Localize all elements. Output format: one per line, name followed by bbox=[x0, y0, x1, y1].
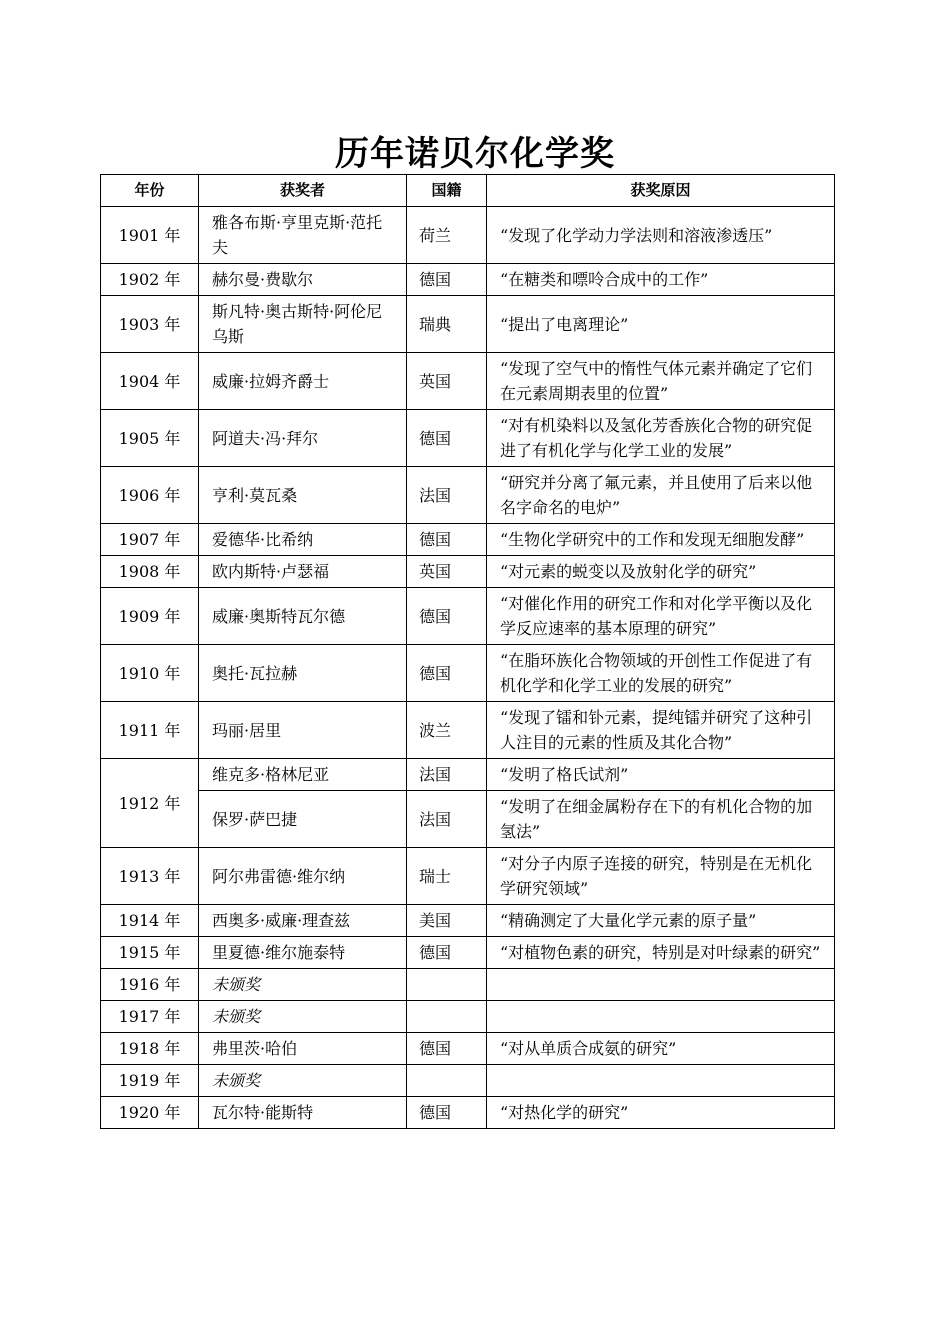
nationality-cell: 德国 bbox=[407, 410, 487, 467]
winner-cell: 未颁奖 bbox=[199, 1001, 407, 1033]
table-row bbox=[101, 353, 835, 410]
winner-cell: 欧内斯特·卢瑟福 bbox=[199, 556, 407, 588]
year-cell: 1911 年 bbox=[101, 702, 199, 759]
reason-cell bbox=[487, 1001, 835, 1033]
winner-cell: 维克多·格林尼亚 bbox=[199, 759, 407, 791]
year-cell: 1917 年 bbox=[101, 1001, 199, 1033]
nobel-chemistry-table bbox=[100, 174, 835, 1129]
year-cell: 1903 年 bbox=[101, 296, 199, 353]
winner-cell: 阿尔弗雷德·维尔纳 bbox=[199, 848, 407, 905]
year-cell: 1914 年 bbox=[101, 905, 199, 937]
header-reason: 获奖原因 bbox=[487, 175, 835, 207]
nationality-cell: 波兰 bbox=[407, 702, 487, 759]
page-title: 历年诺贝尔化学奖 bbox=[335, 134, 615, 174]
winner-cell: 玛丽·居里 bbox=[199, 702, 407, 759]
table-row bbox=[101, 264, 835, 296]
table-row bbox=[101, 969, 835, 1001]
year-cell: 1918 年 bbox=[101, 1033, 199, 1065]
reason-cell: “发现了镭和钋元素，提纯镭并研究了这种引人注目的元素的性质及其化合物” bbox=[487, 702, 835, 759]
winner-cell: 威廉·拉姆齐爵士 bbox=[199, 353, 407, 410]
reason-cell: “对有机染料以及氢化芳香族化合物的研究促进了有机化学与化学工业的发展” bbox=[487, 410, 835, 467]
reason-cell bbox=[487, 1065, 835, 1097]
nationality-cell: 德国 bbox=[407, 1097, 487, 1129]
table-body bbox=[101, 207, 835, 1129]
reason-cell: “在糖类和嘌呤合成中的工作” bbox=[487, 264, 835, 296]
table-row bbox=[101, 524, 835, 556]
table-row bbox=[101, 1033, 835, 1065]
reason-cell: “研究并分离了氟元素，并且使用了后来以他名字命名的电炉” bbox=[487, 467, 835, 524]
year-cell: 1905 年 bbox=[101, 410, 199, 467]
year-cell: 1910 年 bbox=[101, 645, 199, 702]
year-cell: 1920 年 bbox=[101, 1097, 199, 1129]
year-cell: 1913 年 bbox=[101, 848, 199, 905]
nationality-cell: 荷兰 bbox=[407, 207, 487, 264]
year-cell: 1908 年 bbox=[101, 556, 199, 588]
table-row bbox=[101, 207, 835, 264]
table-row bbox=[101, 702, 835, 759]
table-row bbox=[101, 1001, 835, 1033]
reason-cell: “发现了空气中的惰性气体元素并确定了它们在元素周期表里的位置” bbox=[487, 353, 835, 410]
winner-cell: 雅各布斯·亨里克斯·范托夫 bbox=[199, 207, 407, 264]
nationality-cell: 德国 bbox=[407, 1033, 487, 1065]
table-header-row bbox=[101, 175, 835, 207]
nationality-cell: 美国 bbox=[407, 905, 487, 937]
year-cell: 1909 年 bbox=[101, 588, 199, 645]
winner-cell: 保罗·萨巴捷 bbox=[199, 791, 407, 848]
winner-cell: 未颁奖 bbox=[199, 969, 407, 1001]
winner-cell: 瓦尔特·能斯特 bbox=[199, 1097, 407, 1129]
winner-cell: 亨利·莫瓦桑 bbox=[199, 467, 407, 524]
nationality-cell: 英国 bbox=[407, 353, 487, 410]
table-row bbox=[101, 556, 835, 588]
reason-cell bbox=[487, 969, 835, 1001]
year-cell: 1915 年 bbox=[101, 937, 199, 969]
year-cell: 1912 年 bbox=[101, 759, 199, 848]
nationality-cell: 英国 bbox=[407, 556, 487, 588]
winner-cell: 里夏德·维尔施泰特 bbox=[199, 937, 407, 969]
nationality-cell bbox=[407, 1001, 487, 1033]
header-nationality: 国籍 bbox=[407, 175, 487, 207]
winner-cell: 赫尔曼·费歇尔 bbox=[199, 264, 407, 296]
table-row bbox=[101, 791, 835, 848]
nationality-cell: 德国 bbox=[407, 937, 487, 969]
nationality-cell: 德国 bbox=[407, 645, 487, 702]
table-row bbox=[101, 848, 835, 905]
header-year: 年份 bbox=[101, 175, 199, 207]
reason-cell: “对热化学的研究” bbox=[487, 1097, 835, 1129]
table-row bbox=[101, 467, 835, 524]
nationality-cell bbox=[407, 969, 487, 1001]
table-row bbox=[101, 410, 835, 467]
winner-cell: 阿道夫·冯·拜尔 bbox=[199, 410, 407, 467]
nationality-cell: 法国 bbox=[407, 759, 487, 791]
winner-cell: 威廉·奥斯特瓦尔德 bbox=[199, 588, 407, 645]
table-row bbox=[101, 645, 835, 702]
header-winner: 获奖者 bbox=[199, 175, 407, 207]
year-cell: 1916 年 bbox=[101, 969, 199, 1001]
nationality-cell: 瑞士 bbox=[407, 848, 487, 905]
table-row bbox=[101, 588, 835, 645]
winner-cell: 斯凡特·奥古斯特·阿伦尼乌斯 bbox=[199, 296, 407, 353]
winner-cell: 弗里茨·哈伯 bbox=[199, 1033, 407, 1065]
year-cell: 1901 年 bbox=[101, 207, 199, 264]
nationality-cell: 德国 bbox=[407, 264, 487, 296]
year-cell: 1906 年 bbox=[101, 467, 199, 524]
nationality-cell bbox=[407, 1065, 487, 1097]
reason-cell: “发现了化学动力学法则和溶液渗透压” bbox=[487, 207, 835, 264]
reason-cell: “对元素的蜕变以及放射化学的研究” bbox=[487, 556, 835, 588]
table-row bbox=[101, 759, 835, 791]
winner-cell: 奥托·瓦拉赫 bbox=[199, 645, 407, 702]
reason-cell: “对分子内原子连接的研究，特别是在无机化学研究领域” bbox=[487, 848, 835, 905]
year-cell: 1904 年 bbox=[101, 353, 199, 410]
reason-cell: “生物化学研究中的工作和发现无细胞发酵” bbox=[487, 524, 835, 556]
year-cell: 1919 年 bbox=[101, 1065, 199, 1097]
winner-cell: 西奥多·威廉·理查兹 bbox=[199, 905, 407, 937]
reason-cell: “提出了电离理论” bbox=[487, 296, 835, 353]
table-row bbox=[101, 296, 835, 353]
reason-cell: “发明了在细金属粉存在下的有机化合物的加氢法” bbox=[487, 791, 835, 848]
reason-cell: “精确测定了大量化学元素的原子量” bbox=[487, 905, 835, 937]
year-cell: 1907 年 bbox=[101, 524, 199, 556]
nationality-cell: 德国 bbox=[407, 588, 487, 645]
nationality-cell: 法国 bbox=[407, 467, 487, 524]
table-row bbox=[101, 937, 835, 969]
nationality-cell: 德国 bbox=[407, 524, 487, 556]
year-cell: 1902 年 bbox=[101, 264, 199, 296]
reason-cell: “发明了格氏试剂” bbox=[487, 759, 835, 791]
table-row bbox=[101, 1065, 835, 1097]
nationality-cell: 法国 bbox=[407, 791, 487, 848]
reason-cell: “对植物色素的研究，特别是对叶绿素的研究” bbox=[487, 937, 835, 969]
table-row bbox=[101, 905, 835, 937]
table-row bbox=[101, 1097, 835, 1129]
reason-cell: “对从单质合成氨的研究” bbox=[487, 1033, 835, 1065]
reason-cell: “在脂环族化合物领域的开创性工作促进了有机化学和化学工业的发展的研究” bbox=[487, 645, 835, 702]
winner-cell: 未颁奖 bbox=[199, 1065, 407, 1097]
nationality-cell: 瑞典 bbox=[407, 296, 487, 353]
winner-cell: 爱德华·比希纳 bbox=[199, 524, 407, 556]
reason-cell: “对催化作用的研究工作和对化学平衡以及化学反应速率的基本原理的研究” bbox=[487, 588, 835, 645]
